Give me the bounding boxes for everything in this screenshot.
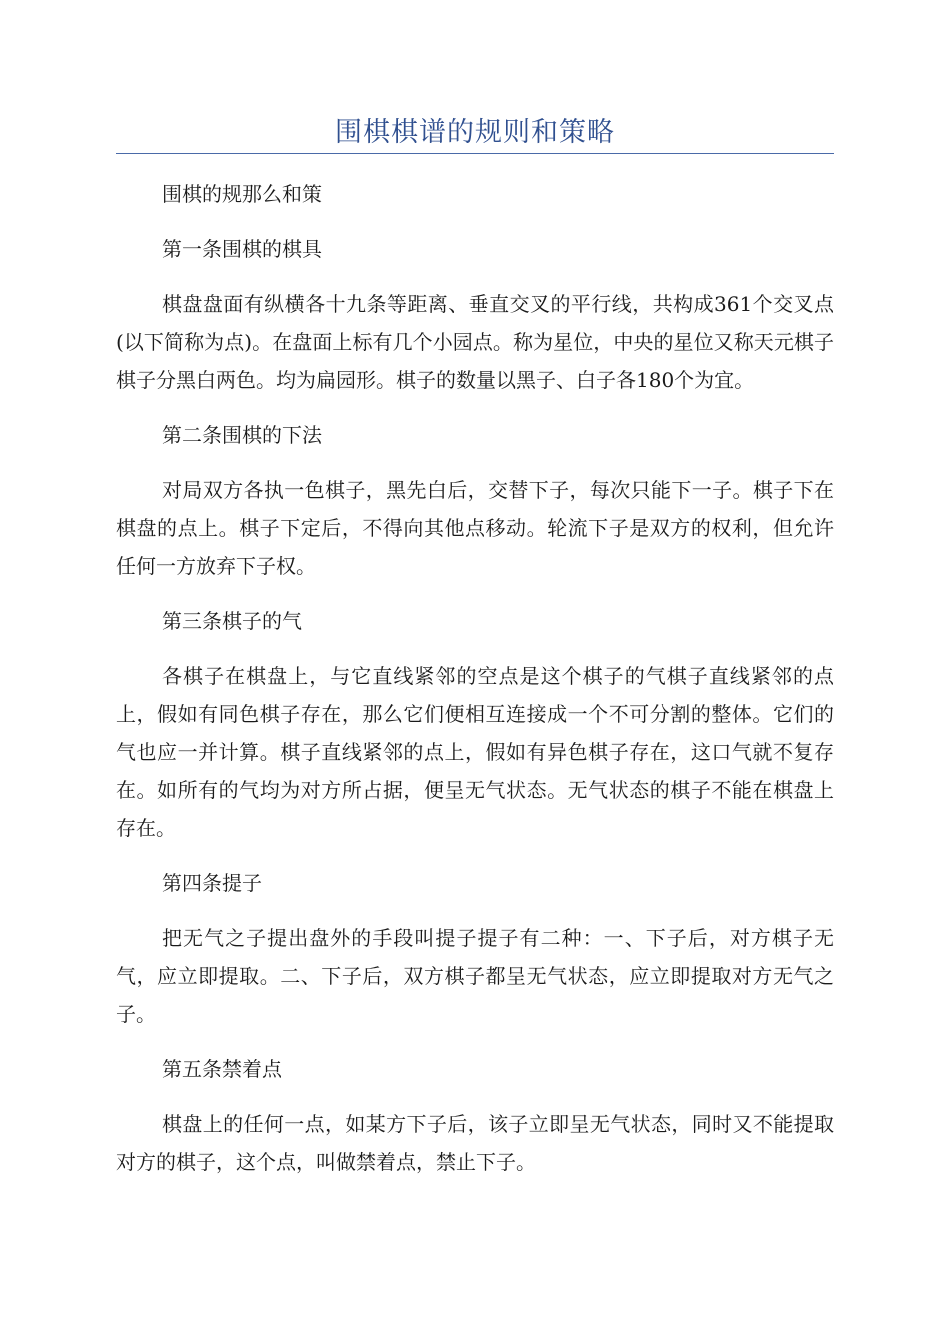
section-2-text: 对局双方各执一色棋子，黑先白后，交替下子，每次只能下一子。棋子下在棋盘的点上。棋子下定后，不得向其他点移动。轮流下子是双方的权利，但允许任何一方放弃下子权。 [116, 478, 834, 578]
section-1-heading: 第一条围棋的棋具 [162, 237, 322, 261]
section-2-heading: 第二条围棋的下法 [162, 423, 322, 447]
document-title: 围棋棋谱的规则和策略 [335, 117, 615, 148]
section-5-text: 棋盘上的任何一点，如某方下子后，该子立即呈无气状态，同时又不能提取对方的棋子，这个点，叫做禁着点，禁止下子。 [116, 1112, 834, 1174]
section-4-text: 把无气之子提出盘外的手段叫提子提子有二种：一、下子后，对方棋子无气，应立即提取。二、下子后，双方棋子都呈无气状态，应立即提取对方无气之子。 [116, 926, 834, 1026]
intro-heading: 围棋的规那么和策 [162, 182, 322, 206]
section-4-heading: 第四条提子 [162, 871, 262, 895]
section-1-text: 棋盘盘面有纵横各十九条等距离、垂直交叉的平行线，共构成361个交叉点(以下简称为点)。在盘面上标有几个小园点。称为星位，中央的星位又称天元棋子棋子分黑白两色。均为扁园形。棋子的数量以黑子、白子各180个为宜。 [116, 292, 834, 392]
section-3-text: 各棋子在棋盘上，与它直线紧邻的空点是这个棋子的气棋子直线紧邻的点上，假如有同色棋子存在，那么它们便相互连接成一个不可分割的整体。它们的气也应一并计算。棋子直线紧邻的点上，假如有异色棋子存在，这口气就不复存在。如所有的气均为对方所占据，便呈无气状态。无气状态的棋子不能在棋盘上存在。 [116, 664, 834, 840]
section-3-heading: 第三条棋子的气 [162, 609, 302, 633]
document-body [116, 175, 834, 1198]
section-5-heading: 第五条禁着点 [162, 1057, 282, 1081]
title-underline [116, 153, 834, 154]
